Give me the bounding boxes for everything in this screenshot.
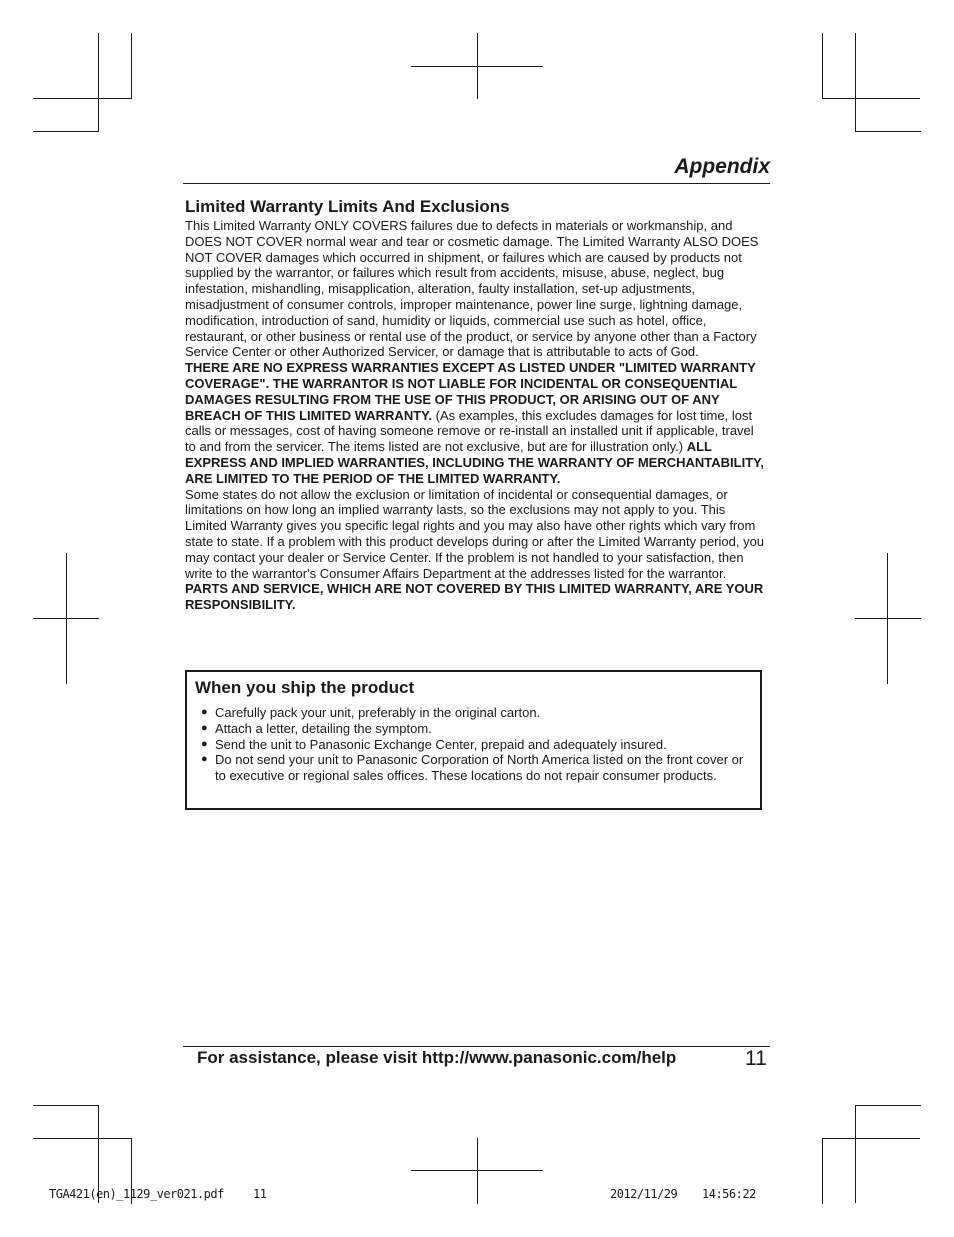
registration-mark xyxy=(33,618,99,619)
print-page: 11 xyxy=(253,1187,267,1201)
crop-mark xyxy=(855,33,856,131)
shipping-list xyxy=(201,705,753,784)
crop-mark xyxy=(855,1105,856,1203)
crop-mark xyxy=(855,131,921,132)
crop-mark xyxy=(822,33,823,99)
section-title: Appendix xyxy=(674,155,770,178)
list-item xyxy=(201,721,753,737)
list-item xyxy=(201,737,753,753)
print-file-name: TGA421(en)_1129_ver021.pdf xyxy=(49,1187,224,1201)
warranty-disclaimer: THERE ARE NO EXPRESS WARRANTIES EXCEPT AS LISTED UNDER "LIMITED WARRANTY COVERAGE". THE WARRANTOR IS NOT LIABLE FOR INCIDENTAL OR CONSEQUENTIAL DAMAGES RESULTING FROM THE USE OF THIS PRODUCT, OR ARISING OUT OF ANY BREACH OF THIS LIMITED WARRANTY. xyxy=(185,360,756,423)
warranty-paragraph: This Limited Warranty ONLY COVERS failures due to defects in materials or workmanship, and DOES NOT COVER normal wear and tear or cosmetic damage. The Limited Warranty ALSO DOES NOT COVER damages which occurred in shipment, or failures which are caused by products not supplied by the warrantor, or failures which result from accidents, misuse, abuse, neglect, bug infestation, mishandling, misapplication, alteration, faulty installation, set-up adjustments, misadjustment of consumer controls, improper maintenance, power line surge, lightning damage, modification, introduction of sand, humidity or liquids, commercial use such as hotel, office, restaurant, or other business or rental use of the product, or service by anyone other than a Factory Service Center or other Authorized Servicer, or damage that is attributable to acts of God. xyxy=(185,218,759,360)
list-item-text: Carefully pack your unit, preferably in the original carton. xyxy=(215,705,541,720)
warranty-disclaimer: ALL EXPRESS AND IMPLIED WARRANTIES, INCLUDING THE WARRANTY OF MERCHANTABILITY, ARE LIMITED TO THE PERIOD OF THE LIMITED WARRANTY. xyxy=(185,439,764,486)
list-item xyxy=(201,705,753,721)
registration-mark xyxy=(477,1138,478,1204)
list-item xyxy=(201,752,753,784)
warranty-paragraph: Some states do not allow the exclusion or limitation of incidental or consequential damages, or limitations on how long an implied warranty lasts, so the exclusions may not apply to you. This Limited Warranty gives you specific legal rights and you may also have other rights which vary from state to state. If a problem with this product develops during or after the Limited Warranty period, you may contact your dealer or Service Center. If the problem is not handled to your satisfaction, then write to the warrantor's Consumer Affairs Department at the addresses listed for the warrantor. xyxy=(185,486,765,581)
crop-mark xyxy=(131,33,132,99)
bullet-icon: ● xyxy=(201,753,208,766)
help-text: For assistance, please visit http://www.panasonic.com/help xyxy=(197,1048,677,1067)
list-item-text: Do not send your unit to Panasonic Corporation of North America listed on the front cover or to executive or regional sales offices. These locations do not repair consumer products. xyxy=(215,752,744,784)
crop-mark xyxy=(33,1138,131,1139)
registration-mark xyxy=(411,66,543,67)
warranty-section xyxy=(185,197,765,613)
bullet-icon: ● xyxy=(201,737,208,750)
crop-mark xyxy=(822,1138,823,1204)
crop-mark xyxy=(855,1105,921,1106)
print-time: 14:56:22 xyxy=(702,1187,756,1201)
registration-mark xyxy=(411,1170,543,1171)
warranty-paragraph xyxy=(185,360,765,486)
crop-mark xyxy=(33,1105,99,1106)
crop-mark xyxy=(822,98,920,99)
crop-mark xyxy=(33,131,99,132)
crop-mark xyxy=(98,33,99,131)
warranty-heading: Limited Warranty Limits And Exclusions xyxy=(185,197,510,216)
bullet-icon: ● xyxy=(201,721,208,734)
shipping-box xyxy=(185,670,762,810)
crop-mark xyxy=(822,1138,920,1139)
crop-mark xyxy=(33,98,131,99)
section-header xyxy=(183,154,770,184)
shipping-heading: When you ship the product xyxy=(195,678,415,697)
list-item-text: Send the unit to Panasonic Exchange Center, prepaid and adequately insured. xyxy=(215,736,667,752)
print-date: 2012/11/29 xyxy=(610,1187,678,1201)
bullet-icon: ● xyxy=(201,706,208,718)
page-number: 11 xyxy=(745,1047,767,1070)
warranty-paragraph: PARTS AND SERVICE, WHICH ARE NOT COVERED BY THIS LIMITED WARRANTY, ARE YOUR RESPONSIBILITY. xyxy=(185,581,764,613)
registration-mark xyxy=(855,618,921,619)
warranty-examples: (As examples, this excludes damages for lost time, lost calls or messages, cost of having someone remove or re-install an installed unit if applicable, travel to and from the servicer. The items listed are not exclusive, but are for illustration only.) xyxy=(185,407,754,455)
list-item-text: Attach a letter, detailing the symptom. xyxy=(215,720,432,736)
